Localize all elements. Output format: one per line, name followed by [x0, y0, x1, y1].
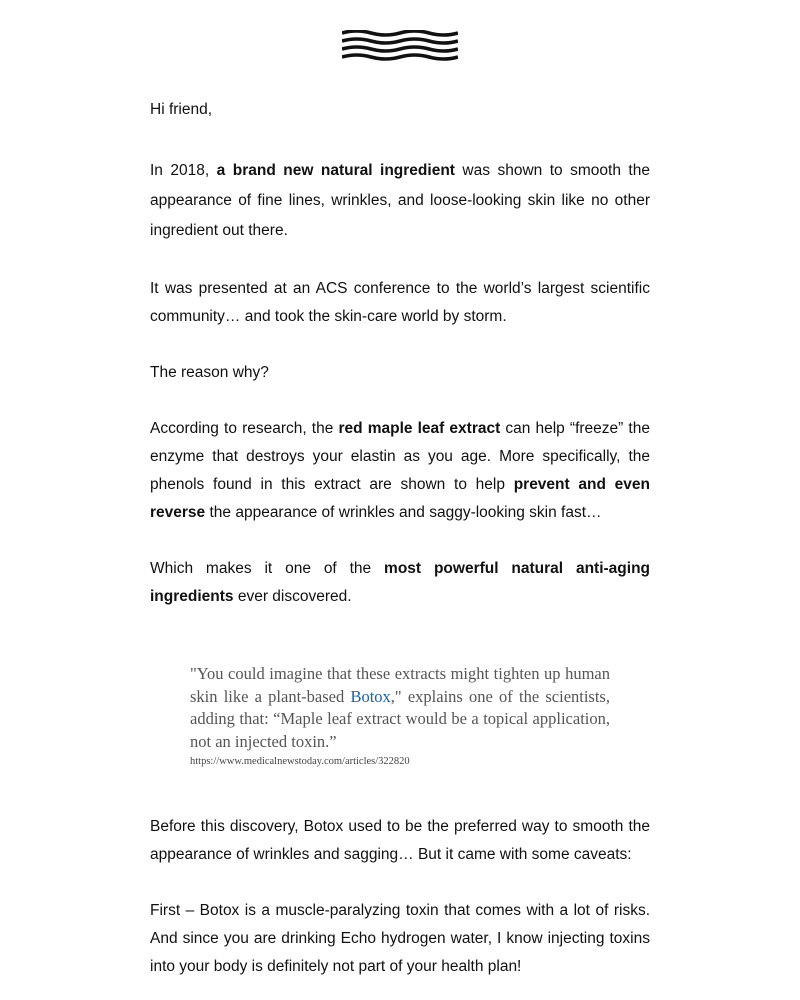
highlight-red-maple: red maple leaf extract — [338, 420, 501, 437]
highlight-new-ingredient: a brand new natural ingredient — [216, 162, 455, 179]
paragraph-research: According to research, the red maple leaf extract can help “freeze” the enzyme that destroys your elastin as you age. More specifically, the phenols found in this extract are shown to help prevent and even reverse the appearance of wrinkles and saggy-looking skin fast… — [150, 420, 650, 521]
paragraph-botox-risks: First – Botox is a muscle-paralyzing toxin that comes with a lot of risks. And since you are drinking Echo hydrogen water, I know injecting toxins into your body is definitely not part of your health plan! — [150, 902, 650, 975]
botox-link[interactable]: Botox — [350, 686, 391, 706]
paragraph-reason: The reason why? — [150, 364, 269, 381]
quote-source-link[interactable]: https://www.medicalnewstoday.com/articles/322820 — [190, 756, 410, 767]
greeting: Hi friend, — [150, 101, 213, 118]
highlight-anti-aging: most powerful natural anti-aging ingredients — [150, 560, 651, 605]
paragraph-conference: It was presented at an ACS conference to the world’s largest scientific community… and took the skin-care world by storm. — [150, 280, 650, 325]
wave-logo-icon[interactable] — [342, 30, 458, 62]
blockquote: "You could imagine that these extracts might tighten up human skin like a plant-based Botox," explains one of the scientists, adding that: “Maple leaf extract would be a topical application, not an injected toxin.” — [190, 664, 610, 751]
email-body — [150, 96, 650, 981]
paragraph-anti-aging: Which makes it one of the most powerful natural anti-aging ingredients ever discovered. — [150, 560, 651, 605]
paragraph-before-discovery: Before this discovery, Botox used to be the preferred way to smooth the appearance of wrinkles and sagging… But it came with some caveats: — [150, 818, 650, 863]
paragraph-intro: In 2018, a brand new natural ingredient was shown to smooth the appearance of fine lines, wrinkles, and loose-looking skin like no other ingredient out there. — [150, 162, 650, 239]
highlight-prevent-reverse: prevent and even reverse — [150, 476, 650, 521]
